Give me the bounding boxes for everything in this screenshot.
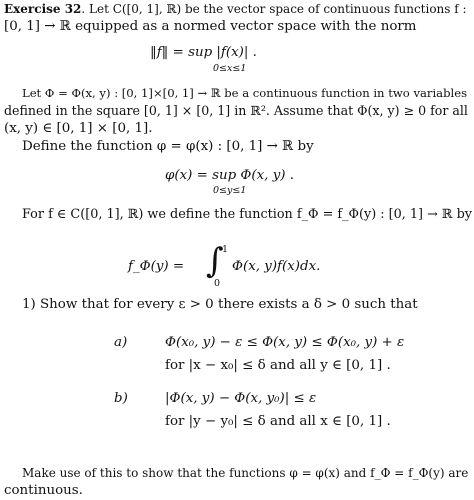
case-b-condition: for |y − y₀| ≤ δ and all x ∈ [0, 1] . — [165, 414, 391, 429]
norm-equation-subscript: 0≤x≤1 — [213, 63, 247, 74]
integral-integrand: Φ(x, y)f(x)dx. — [232, 259, 321, 274]
case-a-inequality: Φ(x₀, y) − ε ≤ Φ(x, y) ≤ Φ(x₀, y) + ε — [165, 335, 405, 350]
case-b-inequality: |Φ(x, y) − Φ(x, y₀)| ≤ ε — [165, 391, 317, 406]
case-a-tag: a) — [114, 335, 128, 350]
exercise-intro-2: [0, 1] → ℝ equipped as a normed vector space with the norm — [4, 19, 417, 34]
phi-def-line-3: (x, y) ∈ [0, 1] × [0, 1]. — [4, 121, 153, 136]
part1-line: 1) Show that for every ε > 0 there exists a δ > 0 such that — [22, 297, 418, 312]
phi-def-line-1: Let Φ = Φ(x, y) : [0, 1]×[0, 1] → ℝ be a continuous function in two variables — [22, 86, 468, 100]
case-a-condition: for |x − x₀| ≤ δ and all y ∈ [0, 1] . — [165, 358, 391, 373]
phi-def-line-2: defined in the square [0, 1] × [0, 1] in ℝ². Assume that Φ(x, y) ≥ 0 for all — [4, 103, 468, 118]
conclusion-line-1: Make use of this to show that the functions φ = φ(x) and f_Φ = f_Φ(y) are — [22, 466, 469, 480]
norm-equation: ‖f‖ = sup |f(x)| . — [150, 45, 257, 60]
exercise-label: Exercise 32 — [4, 2, 82, 16]
integral-lower-limit: 0 — [214, 278, 221, 289]
integral-sign: ∫ — [206, 241, 224, 281]
phi-func-line: Define the function φ = φ(x) : [0, 1] → ℝ by — [22, 139, 314, 154]
exercise-line-1 — [4, 0, 467, 18]
f-phi-def-line: For f ∈ C([0, 1], ℝ) we define the function f_Φ = f_Φ(y) : [0, 1] → ℝ by — [22, 207, 473, 222]
exercise-intro: . Let C([0, 1], ℝ) be the vector space of continuous functions f : — [81, 2, 467, 16]
conclusion-line-2: continuous. — [4, 483, 83, 498]
integral-lhs: f_Φ(y) = — [128, 259, 185, 274]
phi-equation-subscript: 0≤y≤1 — [213, 185, 247, 196]
case-b-tag: b) — [114, 391, 128, 406]
integral-upper-limit: 1 — [222, 244, 229, 255]
phi-equation: φ(x) = sup Φ(x, y) . — [165, 168, 295, 183]
exercise-line-2 — [4, 18, 416, 36]
